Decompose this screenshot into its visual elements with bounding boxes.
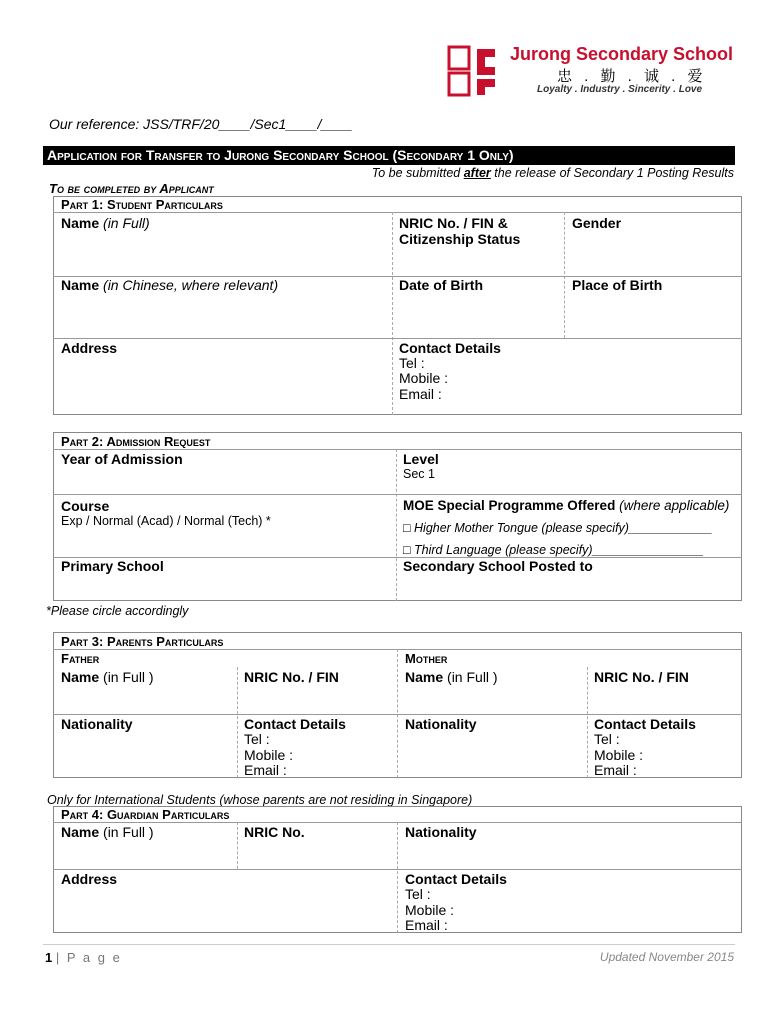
- guardian-mobile-field[interactable]: Mobile :: [405, 902, 455, 918]
- divider: [237, 667, 238, 778]
- divider: [587, 667, 588, 778]
- moe-programme-label: MOE Special Programme Offered (where applicable): [403, 498, 730, 513]
- part4-heading: Part 4: Guardian Particulars: [61, 807, 230, 822]
- divider: [53, 449, 742, 450]
- mother-email-field[interactable]: Email :: [594, 762, 637, 778]
- father-name-field[interactable]: Name (in Full ): [61, 669, 154, 685]
- guardian-contact-label: Contact Details: [405, 871, 507, 887]
- guardian-nric-field[interactable]: NRIC No.: [244, 824, 305, 840]
- part3-heading: Part 3: Parents Particulars: [61, 634, 224, 649]
- guardian-tel-field[interactable]: Tel :: [405, 886, 431, 902]
- mother-heading: Mother: [405, 651, 448, 666]
- mother-nric-field[interactable]: NRIC No. / FIN: [594, 669, 689, 685]
- father-tel-field[interactable]: Tel :: [244, 731, 270, 747]
- school-motto-chinese: 忠 . 勤 . 诚 . 爱: [557, 68, 707, 85]
- mother-nationality-field[interactable]: Nationality: [405, 716, 477, 732]
- form-title: Application for Transfer to Jurong Secondary School (Secondary 1 Only): [43, 146, 735, 165]
- divider: [392, 212, 393, 415]
- email-field[interactable]: Email :: [399, 386, 442, 402]
- contact-details-label: Contact Details: [399, 340, 501, 356]
- updated-date: Updated November 2015: [599, 950, 734, 964]
- divider: [396, 449, 397, 601]
- international-students-note: Only for International Students (whose parents are not residing in Singapore): [47, 793, 473, 807]
- divider: [237, 822, 238, 869]
- level-label: Level: [403, 451, 439, 467]
- level-value: Sec 1: [403, 467, 435, 481]
- mother-contact-label: Contact Details: [594, 716, 696, 732]
- reference-line: Our reference: JSS/TRF/20____/Sec1____/____: [49, 116, 353, 132]
- student-name-field[interactable]: Name (in Full): [61, 215, 150, 231]
- divider: [564, 212, 565, 338]
- father-contact-label: Contact Details: [244, 716, 346, 732]
- divider: [53, 212, 742, 213]
- guardian-email-field[interactable]: Email :: [405, 917, 448, 933]
- divider: [53, 494, 742, 495]
- mother-tel-field[interactable]: Tel :: [594, 731, 620, 747]
- part1-heading: Part 1: Student Particulars: [61, 197, 223, 212]
- divider: [397, 822, 398, 933]
- circle-note: *Please circle accordingly: [46, 604, 189, 618]
- mother-mobile-field[interactable]: Mobile :: [594, 747, 644, 763]
- chinese-name-field[interactable]: Name (in Chinese, where relevant): [61, 277, 279, 293]
- divider: [53, 338, 742, 339]
- divider: [53, 714, 742, 715]
- gender-field[interactable]: Gender: [572, 215, 622, 231]
- nric-field[interactable]: NRIC No. / FIN & Citizenship Status: [399, 215, 521, 247]
- part1-box: [53, 196, 742, 415]
- address-field[interactable]: Address: [61, 340, 118, 356]
- secondary-school-posted-field[interactable]: Secondary School Posted to: [403, 558, 593, 574]
- guardian-address-field[interactable]: Address: [61, 871, 118, 887]
- guardian-name-field[interactable]: Name (in Full ): [61, 824, 154, 840]
- part2-heading: Part 2: Admission Request: [61, 434, 211, 449]
- pob-field[interactable]: Place of Birth: [572, 277, 663, 293]
- school-motto-english: Loyalty . Industry . Sincerity . Love: [537, 84, 703, 95]
- school-logo-icon: [447, 45, 499, 97]
- mother-name-field[interactable]: Name (in Full ): [405, 669, 498, 685]
- father-nric-field[interactable]: NRIC No. / FIN: [244, 669, 339, 685]
- divider: [53, 869, 742, 870]
- higher-mother-tongue-checkbox[interactable]: □ Higher Mother Tongue (please specify)____________: [403, 521, 713, 535]
- father-heading: Father: [61, 651, 100, 666]
- course-label: Course: [61, 498, 110, 514]
- father-mobile-field[interactable]: Mobile :: [244, 747, 294, 763]
- third-language-checkbox[interactable]: □ Third Language (please specify)________________: [403, 543, 704, 557]
- to-complete-heading: To be completed by Applicant: [49, 181, 214, 196]
- footer-divider: [43, 944, 735, 945]
- father-nationality-field[interactable]: Nationality: [61, 716, 133, 732]
- dob-field[interactable]: Date of Birth: [399, 277, 483, 293]
- tel-field[interactable]: Tel :: [399, 355, 425, 371]
- school-name: Jurong Secondary School: [510, 44, 734, 64]
- year-of-admission-field[interactable]: Year of Admission: [61, 451, 183, 467]
- guardian-nationality-field[interactable]: Nationality: [405, 824, 477, 840]
- page-number: 1 | P a g e: [45, 950, 122, 965]
- father-email-field[interactable]: Email :: [244, 762, 287, 778]
- submission-note: To be submitted after the release of Secondary 1 Posting Results: [371, 166, 734, 180]
- course-options[interactable]: Exp / Normal (Acad) / Normal (Tech) *: [61, 514, 271, 528]
- mobile-field[interactable]: Mobile :: [399, 370, 449, 386]
- primary-school-field[interactable]: Primary School: [61, 558, 164, 574]
